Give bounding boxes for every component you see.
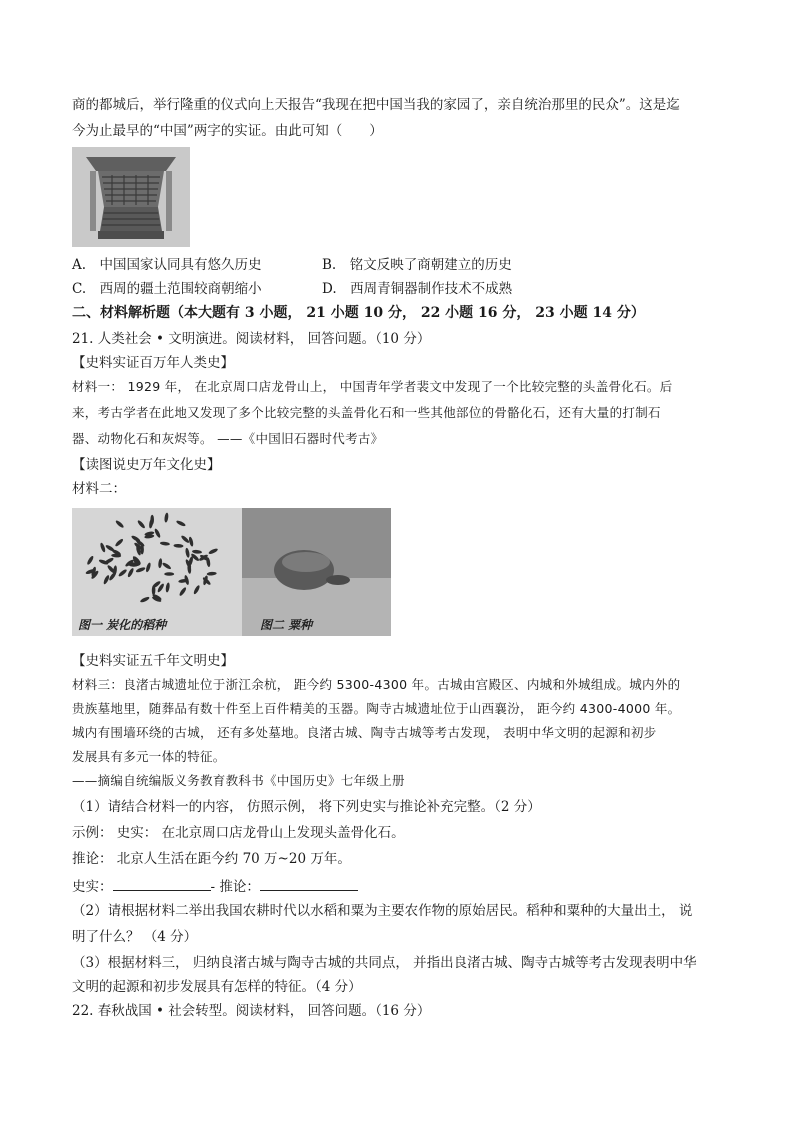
material-3-source: ——摘编自统编版义务教育教科书《中国历史》七年级上册: [72, 773, 405, 788]
inference-blank[interactable]: [260, 876, 358, 891]
q21-title: 21. 人类社会 • 文明演进。阅读材料， 回答问题。（10 分）: [72, 331, 431, 347]
option-b: B. 铭文反映了商朝建立的历史: [322, 257, 512, 273]
material-3-line-2: 贵族墓地里，随葬品有数十件至上百件精美的玉器。陶寺古城遗址位于山西襄汾， 距今约 4300-4000 年。: [72, 701, 681, 716]
q21-heading-1: 【史料实证百万年人类史】: [72, 355, 234, 371]
q20-stem-line-2: 今为止最早的“中国”两字的实证。由此可知（ ）: [72, 123, 383, 139]
example-inference: 推论： 北京人生活在距今约 70 万~20 万年。: [72, 851, 351, 867]
option-a: A. 中国国家认同具有悠久历史: [72, 257, 262, 273]
answer-blanks: [72, 876, 358, 896]
material-2-label: 材料二：: [72, 481, 126, 497]
rice-grain: [164, 572, 174, 576]
option-d: D. 西周青铜器制作技术不成熟: [322, 281, 513, 297]
material-1-line-1: 材料一： 1929 年， 在北京周口店龙骨山上， 中国青年学者裴文中发现了一个比较完整的头盖骨化石。后: [72, 379, 673, 394]
material-2-figures: [72, 508, 391, 636]
q21-heading-2: 【读图说史万年文化史】: [72, 457, 221, 473]
figure-1-caption: 图一 炭化的稻种: [78, 618, 167, 632]
fact-label: 史实：: [72, 879, 113, 895]
inference-label: - 推论：: [210, 879, 260, 895]
figure-2-caption: 图二 粟种: [260, 618, 313, 632]
material-1-line-2: 来，考古学者在此地又发现了多个比较完整的头盖骨化石和一些其他部位的骨骼化石，还有大量的打制石: [72, 405, 661, 420]
q21-heading-3: 【史料实证五千年文明史】: [72, 653, 234, 669]
material-3-line-4: 发展具有多元一体的特征。: [72, 749, 226, 764]
section-title: 二、材料解析题（本大题有 3 小题， 21 小题 10 分， 22 小题 16 分， 23 小题 14 分）: [72, 305, 645, 321]
q20-stem-line-1: 商的都城后，举行隆重的仪式向上天报告“我现在把中国当我的家园了，亲自统治那里的民众”。这是迄: [72, 97, 680, 113]
material-3-line-3: 城内有围墙环绕的古城， 还有多处墓地。良渚古城、陶寺古城等考古发现， 表明中华文明的起源和初步: [72, 725, 657, 740]
material-1-line-3: 器、动物化石和灰烬等。 ——《中国旧石器时代考古》: [72, 431, 384, 446]
option-c: C. 西周的疆土范围较商朝缩小: [72, 281, 262, 297]
sub-question-2-line-2: 明了什么？ （4 分）: [72, 929, 198, 945]
material-3-line-1: 材料三：良渚古城遗址位于浙江余杭， 距今约 5300-4300 年。古城由宫殿区、内城和外城组成。城内外的: [72, 677, 681, 692]
sub-question-1: （1）请结合材料一的内容， 仿照示例， 将下列史实与推论补充完整。（2 分）: [72, 799, 541, 815]
bronze-vessel-photo: [72, 147, 190, 247]
example-fact: 示例： 史实： 在北京周口店龙骨山上发现头盖骨化石。: [72, 825, 405, 841]
rice-grain: [150, 515, 154, 525]
fact-blank[interactable]: [113, 876, 211, 891]
sub-question-3-line-1: （3）根据材料三， 归纳良渚古城与陶寺古城的共同点， 并指出良渚古城、陶寺古城等考古发现表明中华: [72, 955, 697, 971]
q22-title: 22. 春秋战国 • 社会转型。阅读材料， 回答问题。（16 分）: [72, 1003, 431, 1019]
sub-question-3-line-2: 文明的起源和初步发展具有怎样的特征。（4 分）: [72, 979, 362, 995]
sub-question-2-line-1: （2）请根据材料二举出我国农耕时代以水稻和粟为主要农作物的原始居民。稻种和粟种的大量出土， 说: [72, 903, 693, 919]
